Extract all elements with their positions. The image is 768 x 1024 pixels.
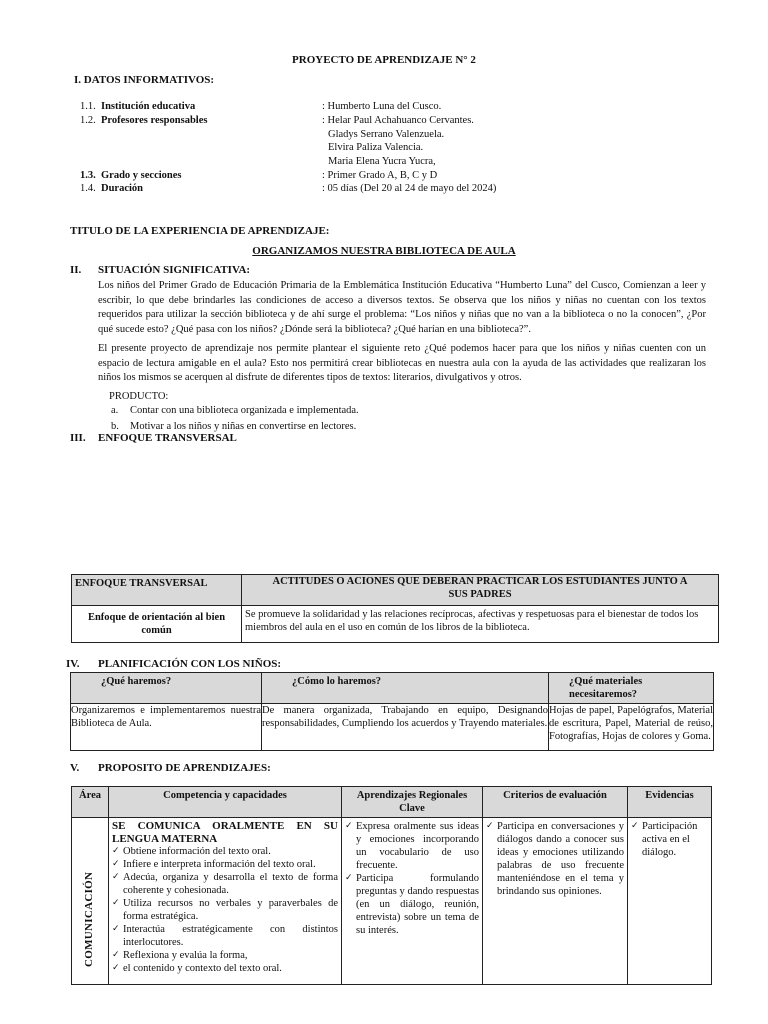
titulo-heading: TITULO DE LA EXPERIENCIA DE APRENDIZAJE: <box>70 225 330 237</box>
evidencias-list <box>631 820 708 859</box>
enfoque-header-1: ENFOQUE TRANSVERSAL <box>72 575 242 606</box>
capacidad-item: ✓ Adecúa, organiza y desarrolla el texto de forma coherente y cohesionada. <box>112 871 338 897</box>
plan-header-que: ¿Qué haremos? <box>71 673 262 704</box>
producto-item <box>111 405 359 416</box>
aprendizajes-cell <box>342 818 483 985</box>
enfoque-heading: ENFOQUE TRANSVERSAL <box>98 432 237 444</box>
situacion-heading: SITUACIÓN SIGNIFICATIVA: <box>98 264 251 276</box>
producto-text: Motivar a los niños y niñas en convertirse en lectores. <box>130 421 357 432</box>
capacidad-item: ✓ Reflexiona y evalúa la forma, <box>112 949 338 962</box>
proposito-header-competencia: Competencia y capacidades <box>109 787 342 818</box>
producto-label: PRODUCTO: <box>109 391 169 402</box>
proposito-header-criterios: Criterios de evaluación <box>483 787 628 818</box>
proposito-table <box>71 786 712 985</box>
datos-label: Profesores responsables <box>101 115 208 126</box>
planificacion-table <box>70 672 714 751</box>
capacidades-list <box>112 845 338 975</box>
datos-num: 1.1. <box>80 101 96 112</box>
proposito-header-area: Área <box>72 787 109 818</box>
enfoque-name: Enfoque de orientación al bien común <box>72 606 242 643</box>
proposito-header-aprendizajes: Aprendizajes Regionales Clave <box>342 787 483 818</box>
proposito-heading: PROPOSITO DE APRENDIZAJES: <box>98 762 271 774</box>
proposito-num: V. <box>70 762 80 774</box>
capacidad-item: ✓ el contenido y contexto del texto oral. <box>112 962 338 975</box>
datos-value: : Humberto Luna del Cusco. <box>322 101 442 112</box>
datos-label: Grado y secciones <box>101 169 182 181</box>
situacion-num: II. <box>70 264 82 276</box>
situacion-paragraph-1: Los niños del Primer Grado de Educación Primaria de la Emblemática Institución Educativa “Humberto Luna” del Cusco, Comienzan a leer y escribir, lo que debe brindarles las condiciones de acceso a diversos textos. Se observa que los niños y niñas no cuentan con los textos requeridos para utilizar la sección biblioteca y de ahí surge el problema: “Los niños y niñas que no van a la biblioteca o no la conocen”, ¿Por qué sucede esto? ¿Qué pasa con los niños? ¿Dónde será la biblioteca? ¿Qué harían en una biblioteca?”. <box>98 280 706 335</box>
planificacion-heading: PLANIFICACIÓN CON LOS NIÑOS: <box>98 658 282 670</box>
datos-heading: I. DATOS INFORMATIVOS: <box>74 74 215 86</box>
document-title: PROYECTO DE APRENDIZAJE N° 2 <box>292 54 476 66</box>
enfoque-table <box>71 574 719 643</box>
datos-label: Institución educativa <box>101 101 196 112</box>
plan-cell-materiales: Hojas de papel, Papelógrafos, Material de escritura, Papel, Material de reúso, Fotografías, Hojas de colores y Goma. <box>549 704 714 751</box>
plan-cell-que: Organizaremos e implementaremos nuestra Biblioteca de Aula. <box>71 704 262 751</box>
datos-value: : 05 días (Del 20 al 24 de mayo del 2024) <box>322 183 497 194</box>
competencia-title: SE COMUNICA ORALMENTE EN SU LENGUA MATERNA <box>112 820 338 845</box>
enfoque-num: III. <box>70 432 86 444</box>
enfoque-description: Se promueve la solidaridad y las relaciones recíprocas, afectivas y respetuosas para el bienestar de todos los miembros del aula en el uso en común de los libros de la biblioteca. <box>242 606 719 643</box>
evidencia-item: ✓ Participación activa en el diálogo. <box>631 820 708 859</box>
aprendizajes-list <box>345 820 479 937</box>
area-cell <box>72 818 109 985</box>
situacion-paragraph-2: El presente proyecto de aprendizaje nos permite plantear el siguiente reto ¿Qué podemos hacer para que los niños y niñas cuenten con un espacio de lectura amigable en el aula? Esto nos permitirá crear bibliotecas en nuestra aula con la ayuda de las actividades que realizaran los niños los mismos se acerquen al disfrute de diferentes tipos de textos: literarios, divulgativos y otros. <box>98 343 706 383</box>
evidencias-cell <box>628 818 712 985</box>
competencia-cell <box>109 818 342 985</box>
capacidad-item: ✓ Utiliza recursos no verbales y paraverbales de forma estratégica. <box>112 897 338 923</box>
aprendizaje-item: ✓ Expresa oralmente sus ideas y emociones incorporando un vocabulario de uso frecuente. <box>345 820 479 872</box>
area-label: COMUNICACIÓN <box>83 871 95 967</box>
datos-value: : Primer Grado A, B, C y D <box>322 169 438 181</box>
planificacion-num: IV. <box>66 658 80 670</box>
producto-text: Contar con una biblioteca organizada e implementada. <box>130 405 359 416</box>
datos-value: Gladys Serrano Valenzuela. <box>328 128 445 140</box>
criterios-cell <box>483 818 628 985</box>
capacidad-item: ✓ Obtiene información del texto oral. <box>112 845 338 858</box>
plan-header-como: ¿Cómo lo haremos? <box>262 673 549 704</box>
datos-value: Maria Elena Yucra Yucra, <box>328 156 436 167</box>
criterio-item: ✓ Participa en conversaciones y diálogos dando a conocer sus ideas y emociones utilizando palabras de uso frecuente manteniéndose en el tema y brindando sus opiniones. <box>486 820 624 898</box>
datos-num: 1.4. <box>80 183 96 194</box>
plan-cell-como: De manera organizada, Trabajando en equipo, Designando responsabilidades, Cumpliendo los acuerdos y Trayendo materiales. <box>262 704 549 751</box>
criterios-list <box>486 820 624 898</box>
enfoque-header-2: ACTITUDES O ACIONES QUE DEBERAN PRACTICAR LOS ESTUDIANTES JUNTO A SUS PADRES <box>242 575 719 606</box>
aprendizaje-item: ✓ Participa formulando preguntas y dando respuestas (en un diálogo, reunión, entrevista) sobre un tema de su interés. <box>345 872 479 937</box>
capacidad-item: ✓ Interactúa estratégicamente con distintos interlocutores. <box>112 923 338 949</box>
titulo-value: ORGANIZAMOS NUESTRA BIBLIOTECA DE AULA <box>252 245 516 257</box>
capacidad-item: ✓ Infiere e interpreta información del texto oral. <box>112 858 338 871</box>
producto-item <box>111 421 357 432</box>
datos-value: Elvira Paliza Valencia. <box>328 142 424 153</box>
datos-value: : Helar Paul Achahuanco Cervantes. <box>322 115 474 126</box>
producto-mark: b. <box>111 421 119 432</box>
datos-num: 1.2. <box>80 115 96 126</box>
proposito-header-evidencias: Evidencias <box>628 787 712 818</box>
datos-num: 1.3. <box>80 169 96 181</box>
plan-header-materiales: ¿Qué materiales necesitaremos? <box>549 673 714 704</box>
datos-label: Duración <box>101 183 143 194</box>
producto-mark: a. <box>111 405 119 416</box>
